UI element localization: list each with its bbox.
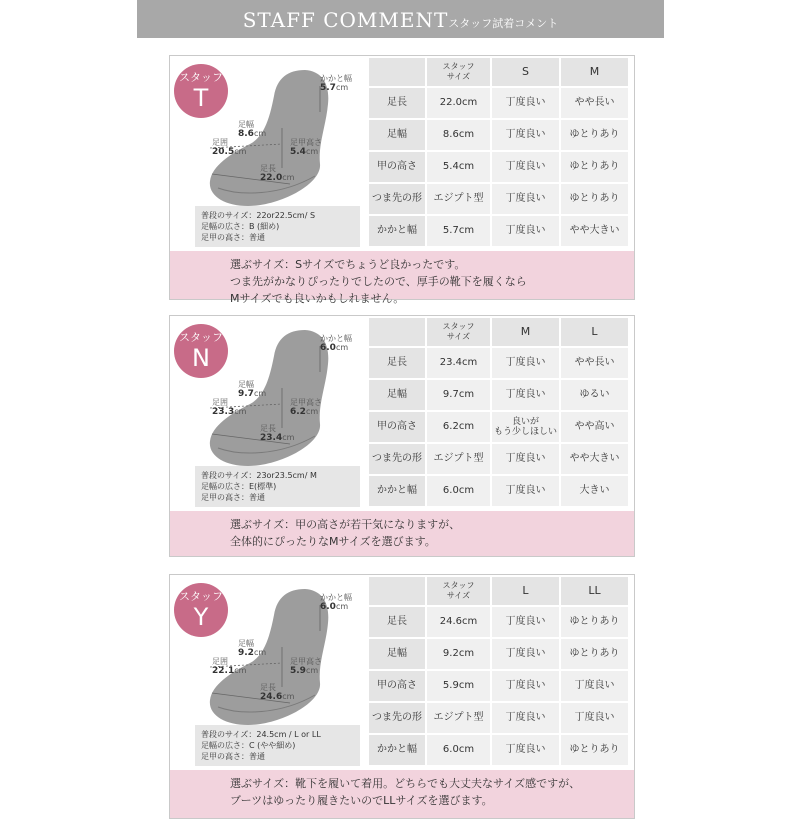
- table-corner: [369, 577, 425, 605]
- row-label: 足長: [369, 348, 425, 378]
- profile-line: 足甲の高さ：普通: [201, 233, 265, 242]
- length-measure: 足長 23.4cm: [260, 424, 295, 443]
- table-cell: 8.6cm: [427, 120, 490, 150]
- table-header-cell: M: [492, 318, 559, 346]
- table-cell: エジプト型: [427, 184, 490, 214]
- table-cell: 5.7cm: [427, 216, 490, 246]
- instep-measure: 足甲高さ 5.9cm: [290, 657, 322, 676]
- table-cell: やや長い: [561, 88, 628, 118]
- table-row: [369, 607, 628, 637]
- table-header-row: [369, 577, 628, 605]
- table-cell: ゆとりあり: [561, 184, 628, 214]
- staff-comment: [170, 770, 634, 818]
- table-row: [369, 639, 628, 669]
- badge-label: スタッフ: [179, 71, 223, 84]
- row-label: 足幅: [369, 120, 425, 150]
- table-cell: 22.0cm: [427, 88, 490, 118]
- staff-comment: [170, 511, 634, 556]
- width-measure: 足幅 8.6cm: [238, 120, 267, 139]
- table-cell: 丁度良い: [492, 216, 559, 246]
- table-row: [369, 735, 628, 765]
- table-row: [369, 476, 628, 506]
- table-cell: 丁度良い: [492, 607, 559, 637]
- table-cell: 9.7cm: [427, 380, 490, 410]
- profile-line: 足幅の広さ：E(標準): [201, 482, 277, 491]
- profile-line: 足幅の広さ：C (やや細め): [201, 741, 296, 750]
- table-header-cell: S: [492, 58, 559, 86]
- table-row: [369, 703, 628, 733]
- staff-comment: [170, 251, 634, 305]
- table-header-cell: L: [561, 318, 628, 346]
- table-header-cell: LL: [561, 577, 628, 605]
- instep-measure: 足甲高さ 5.4cm: [290, 138, 322, 157]
- row-label: かかと幅: [369, 216, 425, 246]
- fit-table: [367, 56, 630, 248]
- table-header-cell: M: [561, 58, 628, 86]
- profile-line: 足甲の高さ：普通: [201, 493, 265, 502]
- table-corner: [369, 318, 425, 346]
- table-cell: 丁度良い: [492, 380, 559, 410]
- header-title-en: STAFF COMMENT: [242, 8, 449, 32]
- heel-measure: かかと幅 6.0cm: [320, 593, 352, 612]
- circ-measure: 足囲 22.1cm: [212, 657, 247, 676]
- table-row: [369, 216, 628, 246]
- profile-box: [195, 725, 360, 766]
- badge-initial: N: [192, 344, 210, 372]
- table-cell: エジプト型: [427, 703, 490, 733]
- table-cell: 6.2cm: [427, 412, 490, 442]
- table-cell: 5.4cm: [427, 152, 490, 182]
- table-row: [369, 88, 628, 118]
- row-label: 甲の高さ: [369, 412, 425, 442]
- table-cell: 丁度良い: [561, 703, 628, 733]
- row-label: つま先の形: [369, 184, 425, 214]
- comment-line: ブーツはゆったり履きたいのでLLサイズを選びます。: [230, 794, 493, 807]
- staff-badge: [174, 583, 228, 637]
- table-cell: 丁度良い: [492, 152, 559, 182]
- table-corner: [369, 58, 425, 86]
- staff-section: [169, 574, 635, 819]
- table-cell: 丁度良い: [492, 639, 559, 669]
- table-cell: 24.6cm: [427, 607, 490, 637]
- table-cell: ゆとりあり: [561, 607, 628, 637]
- row-label: 足幅: [369, 639, 425, 669]
- width-measure: 足幅 9.2cm: [238, 639, 267, 658]
- table-cell: やや長い: [561, 348, 628, 378]
- table-row: [369, 184, 628, 214]
- profile-line: 足甲の高さ：普通: [201, 752, 265, 761]
- table-row: [369, 152, 628, 182]
- table-cell: 丁度良い: [492, 476, 559, 506]
- table-row: [369, 348, 628, 378]
- table-cell: 丁度良い: [492, 444, 559, 474]
- table-cell: 丁度良い: [492, 735, 559, 765]
- length-measure: 足長 24.6cm: [260, 683, 295, 702]
- comment-line: 選ぶサイズ：靴下を履いて着用。どちらでも大丈夫なサイズ感ですが、: [230, 777, 581, 790]
- badge-initial: Y: [193, 603, 209, 631]
- table-cell: 6.0cm: [427, 476, 490, 506]
- row-label: かかと幅: [369, 735, 425, 765]
- row-label: 甲の高さ: [369, 152, 425, 182]
- length-measure: 足長 22.0cm: [260, 164, 295, 183]
- table-row: [369, 444, 628, 474]
- table-header-cell: スタッフ サイズ: [427, 318, 490, 346]
- profile-box: [195, 466, 360, 507]
- circ-measure: 足囲 23.3cm: [212, 398, 247, 417]
- staff-badge: [174, 324, 228, 378]
- profile-line: 普段のサイズ：24.5cm / L or LL: [201, 730, 321, 739]
- table-cell: 丁度良い: [492, 671, 559, 701]
- table-header-cell: L: [492, 577, 559, 605]
- badge-initial: T: [193, 84, 209, 112]
- table-cell: 丁度良い: [492, 184, 559, 214]
- width-measure: 足幅 9.7cm: [238, 380, 267, 399]
- row-label: つま先の形: [369, 444, 425, 474]
- table-header-cell: スタッフ サイズ: [427, 58, 490, 86]
- comment-line: Mサイズでも良いかもしれません。: [230, 292, 405, 305]
- table-cell: ゆるい: [561, 380, 628, 410]
- table-cell: ゆとりあり: [561, 639, 628, 669]
- fit-table: [367, 575, 630, 767]
- table-row: [369, 671, 628, 701]
- table-row: [369, 412, 628, 442]
- table-cell: 23.4cm: [427, 348, 490, 378]
- row-label: 甲の高さ: [369, 671, 425, 701]
- table-header-row: [369, 318, 628, 346]
- section-header: [137, 0, 664, 38]
- row-label: かかと幅: [369, 476, 425, 506]
- table-cell: エジプト型: [427, 444, 490, 474]
- comment-line: つま先がかなりぴったりでしたので、厚手の靴下を履くなら: [230, 275, 527, 288]
- table-cell: 丁度良い: [492, 88, 559, 118]
- table-row: [369, 120, 628, 150]
- table-cell: 5.9cm: [427, 671, 490, 701]
- profile-line: 普段のサイズ：22or22.5cm/ S: [201, 211, 316, 220]
- staff-section: [169, 55, 635, 305]
- comment-line: 全体的にぴったりなMサイズを選びます。: [230, 535, 436, 548]
- table-cell: 丁度良い: [492, 703, 559, 733]
- table-cell: 丁度良い: [492, 120, 559, 150]
- profile-line: 普段のサイズ：23or23.5cm/ M: [201, 471, 317, 480]
- table-cell: やや大きい: [561, 216, 628, 246]
- instep-measure: 足甲高さ 6.2cm: [290, 398, 322, 417]
- table-cell: やや大きい: [561, 444, 628, 474]
- table-cell: 丁度良い: [492, 348, 559, 378]
- table-cell: やや高い: [561, 412, 628, 442]
- table-row: [369, 380, 628, 410]
- heel-measure: かかと幅 6.0cm: [320, 334, 352, 353]
- table-cell: ゆとりあり: [561, 120, 628, 150]
- staff-section: [169, 315, 635, 557]
- table-header-row: [369, 58, 628, 86]
- table-cell: 丁度良い: [561, 671, 628, 701]
- table-cell: ゆとりあり: [561, 735, 628, 765]
- profile-line: 足幅の広さ：B (細め): [201, 222, 280, 231]
- heel-measure: かかと幅 5.7cm: [320, 74, 352, 93]
- comment-line: 選ぶサイズ：甲の高さが若干気になりますが、: [230, 518, 461, 531]
- row-label: 足幅: [369, 380, 425, 410]
- badge-label: スタッフ: [179, 331, 223, 344]
- row-label: 足長: [369, 607, 425, 637]
- table-cell: 大きい: [561, 476, 628, 506]
- table-header-cell: スタッフ サイズ: [427, 577, 490, 605]
- row-label: つま先の形: [369, 703, 425, 733]
- table-cell: 9.2cm: [427, 639, 490, 669]
- table-cell: ゆとりあり: [561, 152, 628, 182]
- profile-box: [195, 206, 360, 247]
- table-cell: 良いが もう少しほしい: [492, 412, 559, 442]
- comment-line: 選ぶサイズ：Sサイズでちょうど良かったです。: [230, 258, 466, 271]
- fit-table: [367, 316, 630, 508]
- badge-label: スタッフ: [179, 590, 223, 603]
- table-cell: 6.0cm: [427, 735, 490, 765]
- staff-badge: [174, 64, 228, 118]
- header-title-jp: スタッフ試着コメント: [448, 17, 559, 30]
- circ-measure: 足囲 20.5cm: [212, 138, 247, 157]
- row-label: 足長: [369, 88, 425, 118]
